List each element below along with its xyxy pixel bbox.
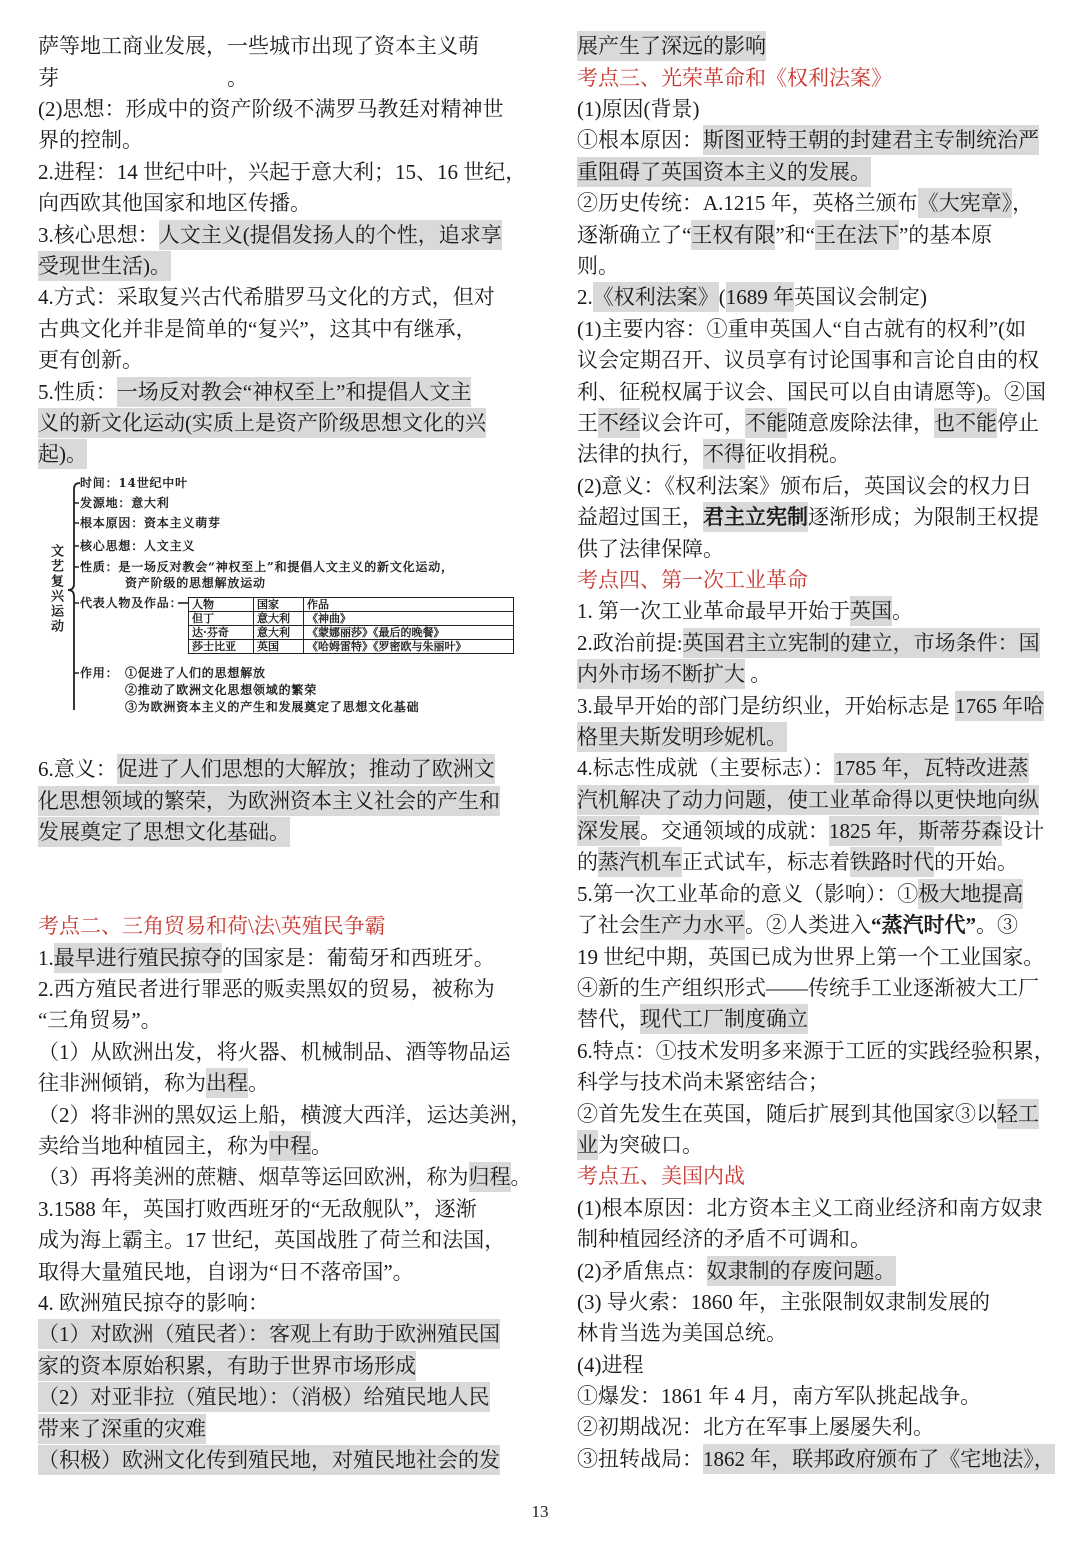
diagram-nature-continued: 资产阶级的思想解放运动 bbox=[125, 576, 266, 590]
text-run: ”和“ bbox=[775, 222, 815, 247]
section-heading: 考点三、光荣革命和《权利法案》 bbox=[577, 65, 892, 90]
text-run: 法律的执行， bbox=[577, 442, 703, 467]
text-line bbox=[577, 439, 1045, 470]
text-run: 了社会 bbox=[577, 913, 640, 938]
text-line bbox=[38, 786, 508, 817]
text-run: (2)意义：《权利法案》颁布后，英国议会的权力日 bbox=[577, 473, 1032, 498]
text-run: 取得大量殖民地，自诩为“日不落帝国”。 bbox=[38, 1259, 414, 1284]
highlighted-text: 也不能 bbox=[934, 408, 997, 438]
highlighted-text: 王权有限 bbox=[691, 220, 775, 250]
table-header-row bbox=[189, 598, 514, 612]
highlighted-text: 受现世生活)。 bbox=[38, 251, 171, 281]
text-run: 设计 bbox=[1002, 819, 1045, 844]
text-line bbox=[38, 1005, 508, 1036]
text-run: 替代， bbox=[577, 1007, 640, 1032]
text-line bbox=[38, 31, 508, 62]
text-run: (1)主要内容：①重申英国人“自古就有的权利”(如 bbox=[577, 316, 1027, 341]
text-run: 制种植园经济的矛盾不可调和。 bbox=[577, 1227, 871, 1252]
diagram-origin: 发源地：意大利 bbox=[80, 496, 170, 510]
highlighted-text: 不得 bbox=[703, 439, 745, 469]
text-line bbox=[38, 1445, 508, 1476]
table-row bbox=[189, 640, 514, 654]
text-run: 1. bbox=[38, 945, 54, 970]
text-line bbox=[38, 94, 508, 125]
highlighted-text: 格里夫斯发明珍妮机。 bbox=[577, 722, 787, 752]
highlighted-text: 人文主义(提倡发扬人的个性，追求享 bbox=[159, 220, 502, 250]
highlighted-text: 汽机解决了动力问题，使工业革命得以更快地向纵 bbox=[577, 785, 1039, 815]
text-line bbox=[38, 251, 508, 282]
highlighted-text: 君主立宪制 bbox=[703, 502, 808, 532]
text-line bbox=[577, 785, 1045, 816]
highlighted-text: 《大宪章》 bbox=[918, 188, 1013, 218]
text-line bbox=[577, 408, 1045, 439]
text-line bbox=[577, 1036, 1055, 1067]
text-line bbox=[577, 691, 1045, 722]
text-run: 萨等地工商业发展，一些城市出现了资本主义萌 bbox=[38, 34, 479, 59]
text-line bbox=[38, 282, 508, 313]
text-run: 向西欧其他国家和地区传播。 bbox=[38, 191, 311, 216]
highlighted-text: 最早进行殖民掠夺 bbox=[54, 943, 222, 973]
text-line bbox=[38, 125, 508, 156]
text-line bbox=[38, 345, 508, 376]
table-cell: 意大利 bbox=[254, 612, 304, 626]
table-cell: 意大利 bbox=[254, 626, 304, 640]
text-line bbox=[577, 534, 1045, 565]
text-run: （2）将非洲的黑奴运上船，横渡大西洋，运达美洲， bbox=[38, 1102, 532, 1127]
text-run: 。 bbox=[248, 1071, 269, 1096]
text-run: 。 bbox=[892, 599, 913, 624]
text-run: (2)思想：形成中的资产阶级不满罗马教廷对精神世 bbox=[38, 97, 504, 122]
text-line bbox=[38, 1162, 532, 1193]
text-line bbox=[577, 125, 1045, 156]
bold-text: “蒸汽时代” bbox=[871, 913, 976, 938]
text-line bbox=[38, 943, 508, 974]
highlighted-text: 归程 bbox=[469, 1162, 511, 1192]
text-line bbox=[38, 1194, 508, 1225]
text-run: 的开始。 bbox=[934, 850, 1018, 875]
text-run: 停止 bbox=[997, 410, 1039, 435]
diagram-figures-label: 代表人物及作品： bbox=[80, 596, 183, 610]
text-line bbox=[577, 1130, 1045, 1161]
highlighted-text: 发展奠定了思想文化基础。 bbox=[38, 817, 290, 847]
left-column-top-text bbox=[38, 31, 527, 470]
section-heading: 考点四、第一次工业革命 bbox=[577, 567, 808, 592]
diagram-topic-label: 文艺复兴运动 bbox=[48, 544, 63, 634]
highlighted-text: 《权利法案》 bbox=[593, 282, 719, 312]
text-run: （1）从欧洲出发，将火器、机械制品、酒等物品运 bbox=[38, 1039, 511, 1064]
renaissance-mind-map bbox=[40, 472, 522, 720]
table-header-cell: 人物 bbox=[189, 598, 254, 612]
text-run: 逐渐确立了“ bbox=[577, 222, 692, 247]
text-run: (4)进程 bbox=[577, 1352, 644, 1377]
text-run: 征收捐税。 bbox=[745, 442, 850, 467]
text-line bbox=[577, 251, 1045, 282]
text-run: 。 bbox=[745, 662, 772, 687]
text-run: 议会定期召开、议员享有讨论国事和言论自由的权 bbox=[577, 348, 1039, 373]
text-line bbox=[577, 1381, 1045, 1412]
highlighted-text: （2）对亚非拉（殖民地）：（消极）给殖民地人民 bbox=[38, 1382, 490, 1412]
text-run: 3.最早开始的部门是纺织业，开始标志是 bbox=[577, 693, 955, 718]
text-run: ④新的生产组织形式——传统手工业逐渐被大工厂 bbox=[577, 976, 1039, 1001]
highlighted-text: 轻工 bbox=[997, 1099, 1039, 1129]
text-line bbox=[577, 753, 1045, 784]
text-line bbox=[38, 817, 508, 848]
text-run: 4. 欧洲殖民掠夺的影响： bbox=[38, 1290, 269, 1315]
text-run: ①根本原因： bbox=[577, 128, 703, 153]
text-line bbox=[38, 1319, 508, 1350]
text-line bbox=[38, 63, 508, 94]
highlighted-text: 蒸汽机车 bbox=[598, 847, 682, 877]
diagram-core-idea: 核心思想：人文主义 bbox=[80, 539, 196, 553]
text-line bbox=[38, 1382, 508, 1413]
text-line bbox=[38, 1288, 508, 1319]
text-run: 4.方式：采取复兴古代希腊罗马文化的方式，但对 bbox=[38, 285, 495, 310]
highlighted-text: 促进了人们思想的大解放；推动了欧洲文 bbox=[117, 754, 495, 784]
highlighted-text: 1825 年，斯蒂芬森 bbox=[829, 816, 1002, 846]
text-run: 卖给当地种植园主，称为 bbox=[38, 1133, 269, 1158]
text-line bbox=[577, 1099, 1045, 1130]
text-run: 林肯当选为美国总统。 bbox=[577, 1321, 787, 1346]
text-run: ②历史传统：A.1215 年，英格兰颁布 bbox=[577, 191, 918, 216]
text-run: 则。 bbox=[577, 254, 619, 279]
text-line bbox=[38, 1037, 511, 1068]
highlighted-text: 奴隶制的存废问题。 bbox=[707, 1256, 896, 1286]
text-line bbox=[577, 220, 1045, 251]
text-run: ( bbox=[718, 285, 726, 310]
text-run: 。②人类进入 bbox=[745, 913, 871, 938]
text-run: 3.1588 年，英国打败西班牙的“无敌舰队”，逐渐 bbox=[38, 1196, 477, 1221]
text-line bbox=[577, 942, 1045, 973]
text-run: 随意废除法律， bbox=[787, 410, 934, 435]
blank-line bbox=[38, 880, 508, 911]
highlighted-text: （1）对欧洲（殖民者）：客观上有助于欧洲殖民国 bbox=[38, 1319, 500, 1349]
text-line bbox=[38, 220, 508, 251]
highlighted-text: 现代工厂制度确立 bbox=[640, 1004, 808, 1034]
highlighted-text: 1689 年 bbox=[726, 282, 794, 312]
text-line bbox=[38, 974, 508, 1005]
text-line bbox=[577, 879, 1045, 910]
table-row bbox=[189, 626, 514, 640]
table-header-cell: 作品 bbox=[304, 598, 514, 612]
highlighted-text: 英国 bbox=[850, 596, 892, 626]
text-run: 5.第一次工业革命的意义（影响）：① bbox=[577, 881, 919, 906]
table-cell: 《神曲》 bbox=[304, 612, 514, 626]
text-run: 。 bbox=[311, 1133, 332, 1158]
text-run: 6.意义： bbox=[38, 757, 117, 782]
text-line bbox=[577, 910, 1045, 941]
text-run: 为突破口。 bbox=[598, 1132, 703, 1157]
text-line bbox=[577, 816, 1045, 847]
blank-line bbox=[38, 848, 508, 879]
highlighted-text: 出程 bbox=[206, 1068, 248, 1098]
diagram-root-cause: 根本原因：资本主义萌芽 bbox=[80, 516, 221, 530]
highlighted-text: 1765 年哈 bbox=[955, 691, 1044, 721]
text-run: 的国家是：葡萄牙和西班牙。 bbox=[221, 945, 495, 970]
text-run: 3.核心思想： bbox=[38, 222, 159, 247]
text-run: (1)根本原因：北方资本主义工商业经济和南方奴隶 bbox=[577, 1195, 1043, 1220]
diagram-effect-label: 作用： bbox=[80, 666, 119, 680]
text-line bbox=[577, 1004, 1045, 1035]
text-line bbox=[577, 377, 1045, 408]
text-run: ②初期战况：北方在军事上屡屡失利。 bbox=[577, 1415, 934, 1440]
text-run: 正式试车，标志着 bbox=[682, 850, 850, 875]
table-cell: 《蒙娜丽莎》《最后的晚餐》 bbox=[304, 626, 514, 640]
text-run: 19 世纪中期，英国已成为世界上第一个工业国家。 bbox=[577, 944, 1045, 969]
section-heading: 考点五、美国内战 bbox=[577, 1164, 745, 1189]
text-run: 。交通领域的成就： bbox=[640, 819, 829, 844]
text-line bbox=[38, 157, 527, 188]
text-line bbox=[577, 1067, 1045, 1098]
text-line bbox=[38, 1414, 508, 1445]
diagram-time: 时间：14世纪中叶 bbox=[80, 476, 188, 490]
text-run: ③扭转战局： bbox=[577, 1446, 703, 1471]
text-line bbox=[38, 1100, 532, 1131]
text-run: 1. 第一次工业革命最早开始于 bbox=[577, 599, 850, 624]
text-line bbox=[577, 847, 1045, 878]
text-run: 益超过国王， bbox=[577, 505, 703, 530]
text-line bbox=[577, 1412, 1045, 1443]
text-run: 界的控制。 bbox=[38, 128, 143, 153]
text-line bbox=[38, 1257, 508, 1288]
text-run: ， bbox=[1012, 191, 1034, 216]
text-run: 4.标志性成就（主要标志）： bbox=[577, 756, 835, 781]
text-run: 利、征税权属于议会、国民可以自由请愿等)。②国 bbox=[577, 379, 1046, 404]
text-run: 供了法律保障。 bbox=[577, 536, 724, 561]
diagram-figures-table bbox=[188, 597, 514, 654]
text-run: (3) 导火索：1860 年，主张限制奴隶制发展的 bbox=[577, 1289, 990, 1314]
text-run: 英国议会制定) bbox=[794, 285, 927, 310]
table-header-cell: 国家 bbox=[254, 598, 304, 612]
text-run: 议会许可， bbox=[640, 410, 745, 435]
text-run: (2)矛盾焦点： bbox=[577, 1258, 707, 1283]
text-line bbox=[577, 502, 1045, 533]
text-line bbox=[38, 1225, 508, 1256]
text-line bbox=[577, 1318, 1045, 1349]
text-line bbox=[577, 722, 1045, 753]
text-line bbox=[577, 628, 1045, 659]
text-run: 芽 。 bbox=[38, 65, 248, 90]
text-line bbox=[38, 439, 508, 470]
text-run: 2.西方殖民者进行罪恶的贩卖黑奴的贸易，被称为 bbox=[38, 977, 495, 1002]
highlighted-text: 展产生了深远的影响 bbox=[577, 31, 766, 61]
highlighted-text: 英国君主立宪制的建立，市场条件：国 bbox=[683, 628, 1040, 658]
right-column-text bbox=[577, 31, 1055, 1475]
diagram-effect-item: ①促进了人们的思想解放 bbox=[125, 666, 266, 680]
table-cell: 英国 bbox=[254, 640, 304, 654]
text-line bbox=[577, 596, 1045, 627]
highlighted-text: 不经 bbox=[598, 408, 640, 438]
text-line bbox=[577, 1256, 1045, 1287]
text-line bbox=[38, 1351, 508, 1382]
highlighted-text: 1862 年，联邦政府颁布了《宅地法》， bbox=[703, 1444, 1055, 1474]
highlighted-text: 内外市场不断扩大 bbox=[577, 659, 745, 689]
highlighted-text: 一场反对教会“神权至上”和提倡人文主 bbox=[117, 377, 472, 407]
text-line bbox=[577, 1350, 1045, 1381]
text-line bbox=[577, 1444, 1055, 1475]
table-row bbox=[189, 612, 514, 626]
diagram-effect-item: ③为欧洲资本主义的产生和发展奠定了思想文化基础 bbox=[125, 700, 420, 714]
text-line bbox=[577, 188, 1045, 219]
text-line bbox=[38, 188, 508, 219]
text-line bbox=[38, 1068, 508, 1099]
text-line bbox=[38, 408, 508, 439]
highlighted-text: 义的新文化运动(实质上是资产阶级思想文化的兴 bbox=[38, 408, 486, 438]
text-line bbox=[577, 973, 1045, 1004]
text-line bbox=[577, 1193, 1045, 1224]
text-run: 6.特点：①技术发明多来源于工匠的实践经验积累， bbox=[577, 1038, 1055, 1063]
text-run: ②首先发生在英国，随后扩展到其他国家③以 bbox=[577, 1101, 997, 1126]
text-line bbox=[38, 1131, 508, 1162]
diagram-main-bracket bbox=[68, 483, 80, 710]
highlighted-text: 不能 bbox=[745, 408, 787, 438]
table-cell: 但丁 bbox=[189, 612, 254, 626]
text-run: 科学与技术尚未紧密结合； bbox=[577, 1070, 829, 1095]
highlighted-text: 重阻碍了英国资本主义的发展。 bbox=[577, 157, 871, 187]
table-cell: 《哈姆雷特》《罗密欧与朱丽叶》 bbox=[304, 640, 514, 654]
text-line bbox=[577, 94, 1045, 125]
highlighted-text: （积极）欧洲文化传到殖民地，对殖民地社会的发 bbox=[38, 1445, 500, 1475]
highlighted-text: 斯图亚特王朝的封建君主专制统治严 bbox=[703, 125, 1039, 155]
text-run: 古典文化并非是简单的“复兴”，这其中有继承， bbox=[38, 316, 477, 341]
text-run: 的 bbox=[577, 850, 598, 875]
text-line bbox=[577, 31, 1045, 62]
text-run: 。③ bbox=[976, 913, 1018, 938]
highlighted-text: 生产力水平 bbox=[640, 910, 745, 940]
highlighted-text: 铁路时代 bbox=[850, 847, 934, 877]
text-run: 5.性质： bbox=[38, 379, 117, 404]
text-line bbox=[577, 1287, 1045, 1318]
text-line bbox=[577, 659, 1045, 690]
text-run: 成为海上霸主。17 世纪，英国战胜了荷兰和法国， bbox=[38, 1228, 506, 1253]
diagram-effect-item: ②推动了欧洲文化思想领域的繁荣 bbox=[125, 683, 318, 697]
highlighted-text: 业 bbox=[577, 1130, 598, 1160]
text-run: 2.政治前提: bbox=[577, 630, 683, 655]
text-line bbox=[577, 471, 1045, 502]
text-run: 逐渐形成；为限制王权提 bbox=[808, 505, 1039, 530]
left-column-bottom-text bbox=[38, 754, 532, 1476]
text-line bbox=[38, 754, 508, 785]
highlighted-text: 深发展 bbox=[577, 816, 640, 846]
highlighted-text: 1785 年，瓦特改进蒸 bbox=[834, 753, 1028, 783]
highlighted-text: 起)。 bbox=[38, 439, 87, 469]
table-cell: 达·芬奇 bbox=[189, 626, 254, 640]
text-line bbox=[577, 314, 1045, 345]
text-run: 2.进程：14 世纪中叶，兴起于意大利；15、16 世纪， bbox=[38, 159, 527, 184]
text-run: “三角贸易”。 bbox=[38, 1008, 162, 1033]
text-line bbox=[577, 157, 1045, 188]
text-run: ”的基本原 bbox=[898, 222, 993, 247]
highlighted-text: 王在法下 bbox=[815, 220, 899, 250]
text-run: 2. bbox=[577, 285, 593, 310]
text-line bbox=[577, 345, 1045, 376]
text-run: （3）再将美洲的蔗糖、烟草等运回欧洲，称为 bbox=[38, 1165, 469, 1190]
page-number: 13 bbox=[531, 1502, 549, 1521]
text-run: 王 bbox=[577, 410, 598, 435]
text-run: ①爆发：1861 年 4 月，南方军队挑起战争。 bbox=[577, 1384, 982, 1409]
text-line bbox=[38, 314, 508, 345]
text-run: 往非洲倾销，称为 bbox=[38, 1071, 206, 1096]
text-line bbox=[577, 282, 1045, 313]
highlighted-text: 带来了深重的灾难 bbox=[38, 1414, 206, 1444]
highlighted-text: 家的资本原始积累，有助于世界市场形成 bbox=[38, 1351, 416, 1381]
highlighted-text: 极大地提高 bbox=[918, 879, 1023, 909]
text-run: (1)原因(背景) bbox=[577, 97, 700, 122]
text-line bbox=[577, 1224, 1045, 1255]
text-line bbox=[38, 377, 508, 408]
table-cell: 莎士比亚 bbox=[189, 640, 254, 654]
highlighted-text: 中程 bbox=[269, 1131, 311, 1161]
section-heading: 考点二、三角贸易和荷\法\英殖民争霸 bbox=[38, 914, 386, 939]
text-run: 更有创新。 bbox=[38, 348, 143, 373]
highlighted-text: 化思想领域的繁荣，为欧洲资本主义社会的产生和 bbox=[38, 786, 500, 816]
diagram-nature: 性质：是一场反对教会“神权至上”和提倡人文主义的新文化运动， bbox=[80, 560, 454, 574]
text-run: 。 bbox=[510, 1165, 532, 1190]
